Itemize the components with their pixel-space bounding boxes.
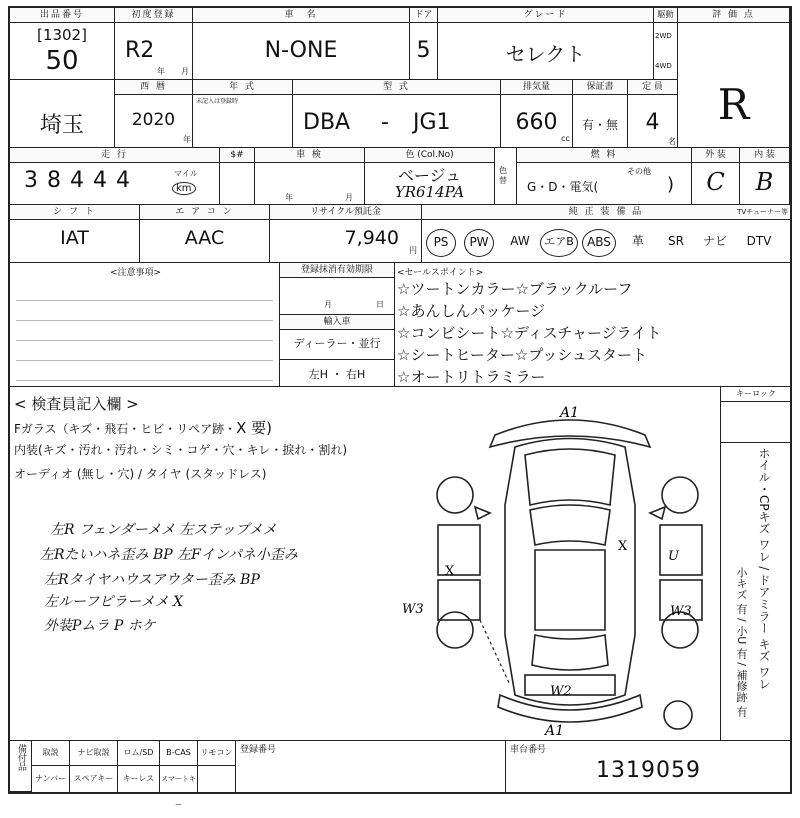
color-change-label: 色替	[499, 166, 507, 185]
accessories-label-text: 備付品	[16, 744, 26, 771]
mileage-digit: 3	[24, 168, 47, 193]
exterior-grade-header: 外 装	[692, 148, 739, 163]
score-header: 評 価 点	[678, 8, 789, 23]
shift-header: シ フ ト	[10, 205, 139, 220]
grade-header: グレード	[438, 8, 653, 23]
tire-front-left	[437, 477, 473, 513]
sharp-cell	[220, 148, 255, 205]
warranty-value: 有・無	[581, 118, 618, 132]
lot-header: 出品番号	[10, 8, 114, 23]
model-code: JG1	[413, 110, 451, 135]
diagram-label-x-left: X	[445, 564, 455, 579]
expiry-day: 日	[376, 300, 384, 309]
mileage-digits	[24, 168, 139, 193]
acc-keyless: キーレス	[118, 766, 160, 792]
inspection-year-unit: 年	[285, 193, 293, 202]
grade-value: セレクト	[505, 42, 586, 66]
glass-line	[14, 417, 272, 438]
ac-value: AAC	[184, 227, 225, 249]
footer	[10, 740, 790, 809]
hood-shape	[525, 449, 615, 505]
drive-cell	[654, 8, 678, 80]
option-navi: ナビ	[702, 234, 727, 248]
option-abs: ABS	[582, 229, 616, 257]
rear-bumper-shape	[498, 695, 642, 722]
equipment-header: 純 正 装 備 品	[422, 205, 790, 220]
mileage-digit: 4	[93, 168, 116, 193]
inspection-date-header: 車 検	[255, 148, 364, 163]
acc-number: ナンバー	[32, 766, 70, 792]
diagram-label-a1-top: A1	[560, 405, 580, 421]
windshield-shape	[530, 505, 610, 545]
seats-unit: 名	[668, 137, 676, 146]
handwritten-note: 左R フェンダーメメ 左ステップメメ	[50, 522, 277, 538]
option-dtv: DTV	[746, 234, 772, 248]
diagram-label-a1-bottom: A1	[545, 723, 565, 739]
displacement-unit: cc	[561, 134, 570, 143]
model-year-cell	[115, 80, 193, 148]
sales-point: ☆あんしんパッケージ	[397, 302, 546, 320]
reg-month-unit: 月	[181, 67, 189, 76]
recycle-header: リサイクル預託金	[270, 205, 421, 220]
score-cell	[678, 8, 790, 148]
handwritten-note: 左Rたいハネ歪み BP 左Fインパネ小歪み	[40, 547, 298, 563]
inspector-area	[10, 387, 790, 741]
mileage-cell	[10, 148, 220, 205]
keylock-box	[721, 402, 791, 443]
sales-header: <セールスポイント>	[397, 268, 484, 278]
diagram-label-u-right: U	[668, 549, 679, 564]
inspector-title: < 検査員記入欄 >	[14, 395, 139, 413]
roof-shape	[535, 550, 605, 630]
model-code-header: 型 式	[293, 80, 500, 95]
lot-number-cell	[10, 8, 115, 80]
option-pw: PW	[464, 229, 494, 257]
caution-header: <注意事項>	[110, 268, 162, 278]
mileage-digit: 4	[70, 168, 93, 193]
import-cell	[280, 315, 395, 360]
doors-header: ドア	[410, 8, 437, 23]
diagram-label-x-right: X	[618, 539, 628, 554]
car-name-cell	[193, 8, 410, 80]
exterior-grade: C	[706, 168, 725, 196]
auction-sheet	[8, 6, 792, 809]
color-code: YR614PA	[394, 183, 465, 201]
exterior-grade-cell	[692, 148, 740, 205]
option-leather: 革	[631, 234, 644, 248]
ledger-note: 未記入は登録時	[196, 98, 239, 105]
handwritten-note: 左Rタイヤハウスアウター歪み BP	[44, 572, 260, 588]
color-header: 色 (Col.No)	[365, 148, 494, 163]
diagram-label-w3-right: W3	[670, 604, 692, 619]
interior-grade-cell	[740, 148, 790, 205]
option-aw: AW	[510, 234, 530, 248]
equipment-extra: TVチューナー等	[737, 208, 788, 216]
mileage-unit-mile: マイル	[174, 169, 198, 178]
mirror-right	[650, 507, 665, 519]
option-sr: SR	[668, 234, 684, 248]
inspection-month-unit: 月	[345, 193, 353, 202]
keylock-header: キーロック	[721, 387, 791, 402]
mileage-unit-km: km	[172, 182, 196, 195]
diagram-label-w2: W2	[550, 684, 572, 699]
score-value: R	[717, 80, 750, 129]
recycle-cell	[270, 205, 422, 263]
model-year-value: 2020	[131, 110, 176, 130]
car-body-outline	[505, 439, 635, 706]
tire-front-right	[662, 477, 698, 513]
keylock-panel	[720, 387, 791, 740]
model-year-header: 西 暦	[115, 80, 192, 95]
sales-point: ☆コンビシート☆ディスチャージライト	[397, 324, 662, 342]
expiry-header: 登録抹消有効期限	[280, 263, 394, 278]
first-registration-cell	[115, 8, 193, 80]
sales-point: ☆ツートンカラー☆ブラックルーフ	[397, 280, 633, 298]
displacement-cell	[501, 80, 573, 148]
drive-2wd: 2WD	[655, 32, 672, 40]
shift-value: IAT	[60, 227, 89, 249]
expiry-cell	[280, 263, 395, 315]
prefecture-value: 埼玉	[39, 113, 84, 138]
doors-cell	[410, 8, 438, 80]
side-notes: ホイル・CPキズ ワレ / ドアミラー キズ ワレ	[757, 447, 771, 690]
model-dash: -	[381, 110, 389, 135]
fuel-cell	[517, 148, 692, 205]
model-prefix: DBA	[303, 110, 351, 135]
doors-value: 5	[416, 38, 431, 63]
acc-spare-key: スペアキー	[70, 766, 118, 792]
seats-header: 定 員	[628, 80, 677, 95]
registration-number-cell	[236, 740, 506, 792]
acc-blank	[198, 766, 236, 792]
spare-tire	[664, 701, 692, 729]
door-left-rear	[438, 580, 480, 620]
grade-cell	[438, 8, 654, 80]
interior-grade: B	[755, 168, 774, 196]
acc-bcas: B-CAS	[160, 740, 198, 766]
acc-manual: 取説	[32, 740, 70, 766]
handwritten-note: 左ルーフピラーメメ X	[44, 594, 184, 610]
car-name-header: 車 名	[193, 8, 409, 23]
car-name: N-ONE	[264, 38, 338, 63]
reg-year-unit: 年	[157, 67, 165, 76]
color-change-cell	[495, 148, 517, 205]
model-code-cell	[293, 80, 501, 148]
import-header: 輸入車	[280, 315, 394, 330]
sharp-header: $#	[220, 148, 254, 163]
seats-value: 4	[645, 110, 660, 135]
recycle-value: 7,940	[344, 227, 399, 249]
seats-cell	[628, 80, 678, 148]
displacement-header: 排気量	[501, 80, 572, 95]
handwritten-note: 外装Pムラ P ホケ	[44, 618, 156, 634]
acc-rom-sd: ロム/SD	[118, 740, 160, 766]
acc-smart-key: スマートキー	[160, 766, 198, 792]
glass-mark: X 要)	[236, 419, 272, 437]
lot-sub: [1302]	[37, 26, 87, 44]
interior-line: 内装(キズ・汚れ・汚れ・シミ・コゲ・穴・キレ・捩れ・割れ)	[14, 443, 348, 457]
tire-rear-left	[437, 612, 473, 648]
caution-cell	[10, 263, 280, 387]
ledger-cell	[193, 80, 293, 148]
chassis-number-header: 車台番号	[510, 745, 547, 755]
registration-number-header: 登録番号	[240, 745, 277, 755]
lot-number: 50	[45, 46, 79, 76]
import-value: ディーラー・並行	[293, 337, 381, 350]
acc-remote: リモコン	[198, 740, 236, 766]
diagram-label-w3-left: W3	[402, 602, 424, 617]
caution-lines	[16, 281, 273, 382]
drive-4wd: 4WD	[655, 62, 672, 70]
displacement-value: 660	[515, 110, 558, 135]
handle-value: 左H ・ 右H	[308, 368, 366, 381]
first-registration-value: R2	[125, 38, 155, 63]
fuel-close: )	[667, 174, 675, 195]
glass-text: Fガラス（キズ・飛石・ヒビ・リペア跡・	[14, 422, 237, 436]
shift-cell	[10, 205, 140, 263]
model-year-unit: 年	[183, 135, 191, 144]
color-cell	[365, 148, 495, 205]
fuel-header: 燃 料	[517, 148, 691, 163]
chassis-number-cell	[506, 740, 790, 792]
ac-cell	[140, 205, 270, 263]
ac-header: エ ア コ ン	[140, 205, 269, 220]
option-airbag: エアB	[540, 229, 578, 257]
rear-window-shape	[532, 635, 608, 670]
interior-grade-header: 内 装	[740, 148, 789, 163]
fuel-other: その他	[627, 167, 651, 176]
sales-point: ☆シートヒーター☆プッシュスタート	[397, 346, 647, 364]
audio-line: オーディオ (無し・穴) / タイヤ (スタッドレス)	[14, 467, 267, 481]
side-small: 小キズ 有 / 小U 有 / 補修跡 有	[735, 567, 748, 717]
first-registration-header: 初度登録	[115, 8, 192, 23]
expiry-month: 月	[324, 300, 332, 309]
accessories-label	[10, 740, 32, 792]
drive-header: 駆動	[654, 8, 677, 23]
car-damage-diagram	[402, 395, 720, 740]
mirror-left	[475, 507, 490, 519]
ledger-header: 年 式	[193, 80, 292, 95]
option-ps: PS	[426, 229, 456, 257]
prefecture-cell	[10, 80, 115, 148]
warranty-cell	[573, 80, 628, 148]
mileage-digit: 8	[47, 168, 70, 193]
chassis-number: 1319059	[596, 758, 701, 783]
sales-points-cell	[395, 263, 790, 387]
mileage-header: 走 行	[10, 148, 219, 163]
sales-point: ☆オートリトラミラー	[397, 368, 546, 386]
warranty-header: 保証書	[573, 80, 627, 95]
mileage-digit: 4	[116, 168, 139, 193]
fuel-options: G・D・電気(	[527, 180, 599, 194]
front-bumper-shape	[490, 420, 650, 447]
equipment-cell	[422, 205, 790, 263]
door-right-front	[660, 525, 702, 575]
recycle-unit: 円	[409, 246, 417, 255]
acc-navi-manual: ナビ取説	[70, 740, 118, 766]
color-value: ベージュ	[397, 166, 462, 185]
inspection-date-cell	[255, 148, 365, 205]
handle-cell	[280, 360, 395, 387]
